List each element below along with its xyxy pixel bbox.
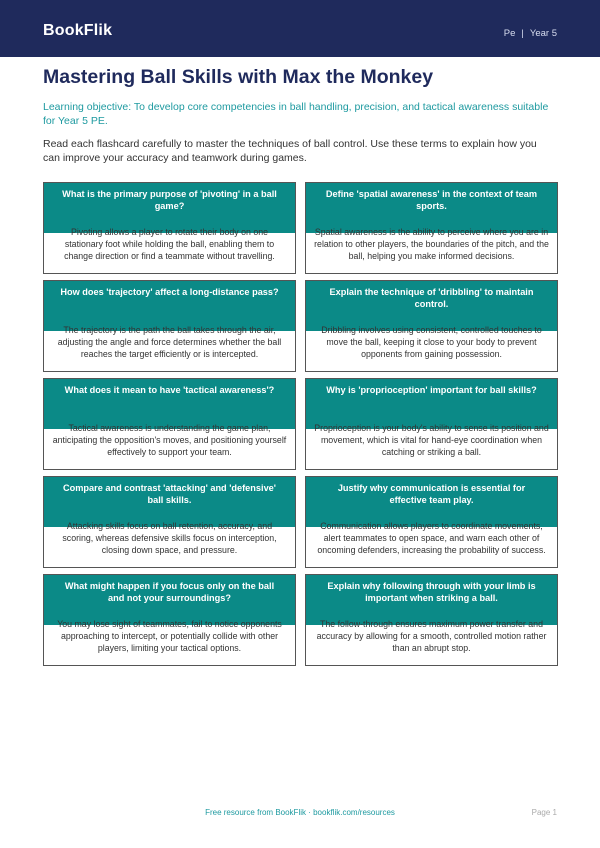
flashcard-answer: Dribbling involves using consistent, controlled touches to move the ball, keeping it close to your body to prevent opponents from gaining possession. <box>321 325 542 359</box>
meta-separator: | <box>521 28 524 39</box>
flashcard <box>43 378 296 470</box>
flashcard-question: What does it mean to have 'tactical awareness'? <box>43 378 296 429</box>
flashcard <box>305 182 558 274</box>
flashcard-answer: Tactical awareness is understanding the game plan, anticipating the opposition's moves, and positioning yourself effectively to support your team. <box>52 423 287 457</box>
flashcard <box>305 574 558 666</box>
page-number: Page 1 <box>531 808 557 817</box>
flashcard-question: Compare and contrast 'attacking' and 'defensive' ball skills. <box>43 476 296 527</box>
flashcard-question: Why is 'proprioception' important for ball skills? <box>305 378 558 429</box>
brand-logo[interactable]: BookFlik <box>43 22 113 39</box>
subject-label: Pe <box>503 28 516 39</box>
flashcard <box>43 182 296 274</box>
flashcard-answer: Communication allows players to coordinate movements, alert teammates to open space, and warn each other of oncoming defenders, increasing the probability of success. <box>317 521 546 555</box>
flashcard-question: Define 'spatial awareness' in the context of team sports. <box>305 182 558 233</box>
footer-credit[interactable]: Free resource from BookFlik · bookflik.com/resources <box>205 808 395 817</box>
flashcard-question: What is the primary purpose of 'pivoting' in a ball game? <box>43 182 296 233</box>
flashcard <box>305 378 558 470</box>
flashcard-answer: The follow-through ensures maximum power transfer and accuracy by allowing for a smooth, controlled motion rather than an abrupt stop. <box>316 619 547 653</box>
top-bar <box>0 0 600 57</box>
learning-objective: Learning objective: To develop core competencies in ball handling, precision, and tactical awareness suitable for Year 5 PE. <box>43 101 549 127</box>
flashcard <box>305 280 558 372</box>
intro-text: Read each flashcard carefully to master the techniques of ball control. Use these terms to explain how you can improve your accuracy and teamwork during games. <box>43 138 537 164</box>
flashcard-question: Explain why following through with your limb is important when striking a ball. <box>305 574 558 625</box>
flashcard-question: Justify why communication is essential for effective team play. <box>305 476 558 527</box>
year-label: Year 5 <box>529 28 557 39</box>
flashcard-question: How does 'trajectory' affect a long-distance pass? <box>43 280 296 331</box>
flashcard <box>43 476 296 568</box>
header-meta <box>504 28 557 39</box>
flashcard-answer: Attacking skills focus on ball retention, accuracy, and scoring, whereas defensive skills focus on interception, closing down space, and pressure. <box>62 521 277 555</box>
flashcard <box>305 476 558 568</box>
flashcard-question: What might happen if you focus only on the ball and not your surroundings? <box>43 574 296 625</box>
flashcard-answer: Proprioception is your body's ability to sense its position and movement, which is vital for hand-eye coordination when catching or striking a ball. <box>314 423 549 457</box>
flashcard <box>43 574 296 666</box>
flashcard-question: Explain the technique of 'dribbling' to maintain control. <box>305 280 558 331</box>
flashcard-answer: The trajectory is the path the ball takes through the air, adjusting the angle and force determines whether the ball reaches the target efficiently or is intercepted. <box>57 325 282 359</box>
flashcard <box>43 280 296 372</box>
page-title: Mastering Ball Skills with Max the Monkey <box>43 66 434 88</box>
flashcard-answer: Pivoting allows a player to rotate their body on one stationary foot while holding the ball, enabling them to change direction or find a teammate without travelling. <box>64 227 275 261</box>
flashcard-answer: You may lose sight of teammates, fail to notice opponents approaching to intercept, or potentially collide with other players, limiting your tactical options. <box>57 619 282 653</box>
flashcard-answer: Spatial awareness is the ability to perceive where you are in relation to other players, the boundaries of the pitch, and the ball, helping you make informed decisions. <box>314 227 549 261</box>
